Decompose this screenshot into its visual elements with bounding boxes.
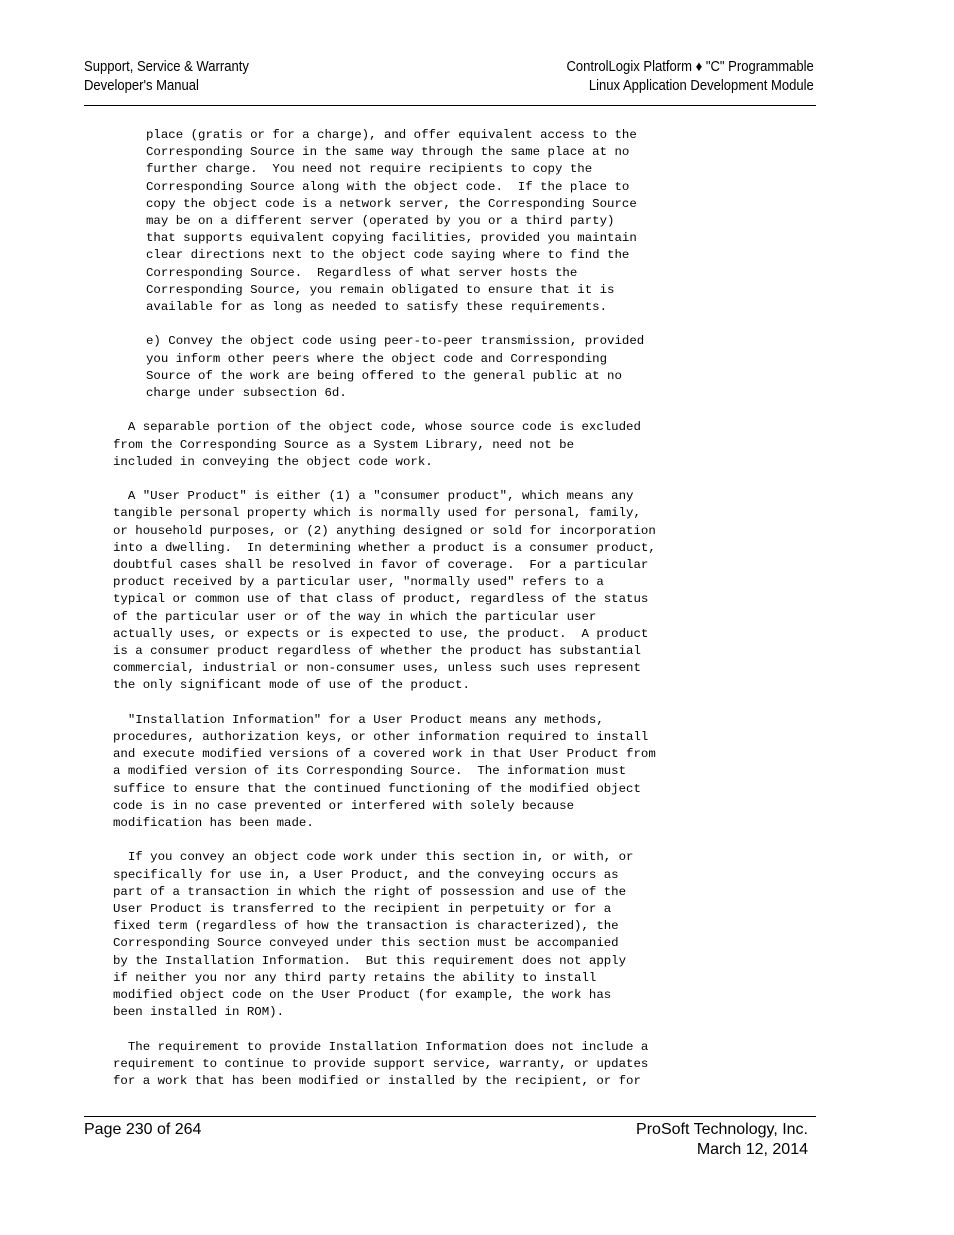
text-line: modified object code on the User Product (for example, the work has	[113, 988, 612, 1003]
text-line: and execute modified versions of a covered work in that User Product from	[113, 747, 656, 762]
text-line: requirement to continue to provide support service, warranty, or updates	[113, 1056, 649, 1071]
text-line: been installed in ROM).	[113, 1005, 285, 1020]
header-divider	[84, 105, 816, 106]
paragraph	[113, 419, 753, 471]
text-line: Corresponding Source along with the object code. If the place to	[146, 179, 630, 194]
paragraph	[113, 849, 753, 1021]
text-line: suffice to ensure that the continued functioning of the modified object	[113, 781, 641, 796]
text-line: into a dwelling. In determining whether a product is a consumer product,	[113, 540, 656, 555]
text-line: typical or common use of that class of product, regardless of the status	[113, 592, 649, 607]
footer-company: ProSoft Technology, Inc.	[636, 1121, 808, 1138]
text-line: if neither you nor any third party retains the ability to install	[113, 970, 597, 985]
paragraph	[113, 712, 753, 832]
paragraph	[113, 333, 753, 402]
text-line: place (gratis or for a charge), and offer equivalent access to the	[146, 128, 637, 142]
text-line: part of a transaction in which the right of possession and use of the	[113, 884, 627, 899]
paragraph	[113, 127, 753, 316]
text-line: code is in no case prevented or interfered with solely because	[113, 798, 575, 813]
text-line: of the particular user or of the way in which the particular user	[113, 609, 597, 624]
text-line: that supports equivalent copying facilities, provided you maintain	[146, 231, 637, 246]
header-product-name: Linux Application Development Module	[589, 78, 814, 94]
text-line: is a consumer product regardless of whether the product has substantial	[113, 644, 641, 659]
text-line: A "User Product" is either (1) a "consumer product", which means any	[113, 489, 634, 504]
text-line: e) Convey the object code using peer-to-peer transmission, provided	[146, 334, 645, 349]
text-line: The requirement to provide Installation Information does not include a	[113, 1039, 649, 1054]
text-line: a modified version of its Corresponding Source. The information must	[113, 764, 627, 779]
text-line: by the Installation Information. But this requirement does not apply	[113, 953, 627, 968]
header-right	[567, 58, 814, 96]
text-line: the only significant mode of use of the product.	[113, 678, 470, 693]
text-line: Corresponding Source in the same way through the same place at no	[146, 145, 630, 160]
text-line: A separable portion of the object code, whose source code is excluded	[113, 420, 641, 435]
footer-divider	[84, 1116, 816, 1117]
license-body-text	[113, 127, 753, 1107]
text-line: procedures, authorization keys, or other information required to install	[113, 730, 649, 745]
text-line: product received by a particular user, "normally used" refers to a	[113, 575, 604, 590]
text-line: Corresponding Source conveyed under this section must be accompanied	[113, 936, 619, 951]
header-left	[84, 58, 249, 96]
text-line: further charge. You need not require recipients to copy the	[146, 162, 593, 177]
text-line: Corresponding Source. Regardless of what server hosts the	[146, 265, 578, 280]
header-manual-title: Developer's Manual	[84, 78, 199, 94]
text-line: "Installation Information" for a User Product means any methods,	[113, 712, 604, 727]
paragraph	[113, 1039, 753, 1091]
text-line: copy the object code is a network server, the Corresponding Source	[146, 196, 637, 211]
text-line: charge under subsection 6d.	[146, 386, 347, 401]
text-line: you inform other peers where the object code and Corresponding	[146, 351, 608, 366]
text-line: doubtful cases shall be resolved in favor of coverage. For a particular	[113, 558, 649, 573]
text-line: Corresponding Source, you remain obligated to ensure that it is	[146, 282, 615, 297]
header-product-line: ControlLogix Platform ♦ "C" Programmable	[566, 59, 814, 75]
footer-right	[636, 1120, 808, 1160]
text-line: User Product is transferred to the recipient in perpetuity or for a	[113, 902, 612, 917]
text-line: for a work that has been modified or installed by the recipient, or for	[113, 1074, 641, 1089]
text-line: available for as long as needed to satisfy these requirements.	[146, 300, 608, 315]
text-line: included in conveying the object code work.	[113, 454, 433, 469]
text-line: modification has been made.	[113, 816, 314, 831]
page-number: Page 230 of 264	[84, 1121, 202, 1138]
text-line: tangible personal property which is normally used for personal, family,	[113, 506, 641, 521]
text-line: from the Corresponding Source as a System Library, need not be	[113, 437, 575, 452]
footer-date: March 12, 2014	[696, 1141, 808, 1158]
text-line: fixed term (regardless of how the transaction is characterized), the	[113, 919, 619, 934]
text-line: may be on a different server (operated by you or a third party)	[146, 214, 615, 229]
text-line: specifically for use in, a User Product, and the conveying occurs as	[113, 867, 619, 882]
text-line: Source of the work are being offered to the general public at no	[146, 368, 622, 383]
text-line: or household purposes, or (2) anything designed or sold for incorporation	[113, 523, 656, 538]
paragraph	[113, 488, 753, 694]
text-line: commercial, industrial or non-consumer uses, unless such uses represent	[113, 661, 641, 676]
text-line: If you convey an object code work under this section in, or with, or	[113, 850, 634, 865]
header-section-title: Support, Service & Warranty	[84, 59, 249, 75]
text-line: actually uses, or expects or is expected to use, the product. A product	[113, 626, 649, 641]
text-line: clear directions next to the object code saying where to find the	[146, 248, 630, 263]
